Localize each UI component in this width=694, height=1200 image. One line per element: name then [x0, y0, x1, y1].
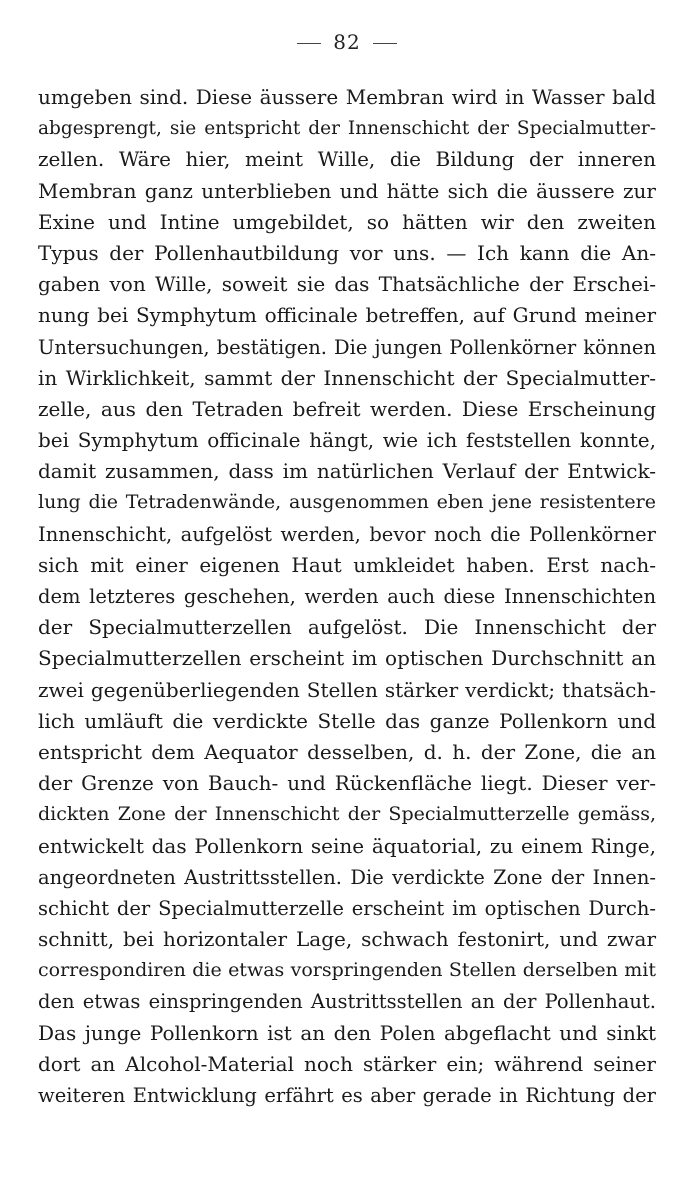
text-line: der Grenze von Bauch- und Rückenfläche liegt. Dieser ver-	[38, 771, 656, 796]
text-line: Specialmutterzellen erscheint im optischen Durchschnitt an	[38, 646, 656, 671]
text-line: correspondiren die etwas vorspringenden Stellen derselben mit	[38, 959, 656, 982]
text-line: bei Symphytum officinale hängt, wie ich feststellen konnte,	[38, 428, 656, 453]
text-line: Innenschicht, aufgelöst werden, bevor noch die Pollenkörner	[38, 522, 656, 546]
body-text	[38, 82, 656, 1111]
text-line: damit zusammen, dass im natürlichen Verlauf der Entwick-	[38, 459, 656, 484]
text-line: nung bei Symphytum officinale betreffen, auf Grund meiner	[38, 303, 656, 328]
text-line: angeordneten Austrittsstellen. Die verdickte Zone der Innen-	[38, 865, 656, 889]
text-line: dickten Zone der Innenschicht der Specialmutterzelle gemäss,	[38, 803, 656, 826]
header-dash-left	[297, 43, 321, 44]
text-line: entspricht dem Aequator desselben, d. h. der Zone, die an	[38, 739, 656, 764]
text-line: dem letzteres geschehen, werden auch diese Innenschichten	[38, 585, 656, 608]
text-line: Membran ganz unterblieben und hätte sich die äussere zur	[38, 178, 656, 203]
text-line: gaben von Wille, soweit sie das Thatsächliche der Erschei-	[38, 272, 656, 297]
text-line: lich umläuft die verdickte Stelle das ganze Pollenkorn und	[38, 708, 656, 733]
text-line: in Wirklichkeit, sammt der Innenschicht der Specialmutter-	[38, 365, 656, 390]
text-line: zellen. Wäre hier, meint Wille, die Bildung der inneren	[38, 147, 656, 172]
text-line: weiteren Entwicklung erfährt es aber gerade in Richtung der	[38, 1084, 656, 1107]
text-line: sich mit einer eigenen Haut umkleidet haben. Erst nach-	[38, 552, 656, 577]
text-line: lung die Tetradenwände, ausgenommen eben jene resistentere	[38, 491, 656, 514]
text-line: zelle, aus den Tetraden befreit werden. Diese Erscheinung	[38, 396, 656, 421]
text-line: den etwas einspringenden Austrittsstellen an der Pollenhaut.	[38, 990, 656, 1014]
header-dash-right	[373, 43, 397, 44]
text-line: dort an Alcohol-Material noch stärker ein; während seiner	[38, 1051, 656, 1076]
text-line: Exine und Intine umgebildet, so hätten wir den zweiten	[38, 209, 656, 234]
text-line: Typus der Pollenhautbildung vor uns. — Ich kann die An-	[38, 240, 656, 265]
page-number: 82	[333, 30, 361, 54]
text-line: umgeben sind. Diese äussere Membran wird in Wasser bald	[38, 85, 656, 109]
text-line: schnitt, bei horizontaler Lage, schwach festonirt, und zwar	[38, 927, 656, 952]
page-header	[0, 30, 694, 54]
text-line: Untersuchungen, bestätigen. Die jungen Pollenkörner können	[38, 335, 656, 359]
text-line: schicht der Specialmutterzelle erscheint im optischen Durch-	[38, 896, 656, 920]
text-line: Das junge Pollenkorn ist an den Polen abgeflacht und sinkt	[38, 1020, 656, 1045]
text-line: abgesprengt, sie entspricht der Innenschicht der Specialmutter-	[38, 118, 656, 140]
text-line: der Specialmutterzellen aufgelöst. Die Innenschicht der	[38, 615, 656, 640]
text-line: zwei gegenüberliegenden Stellen stärker verdickt; thatsäch-	[38, 677, 656, 702]
text-line: entwickelt das Pollenkorn seine äquatorial, zu einem Ringe,	[38, 833, 656, 858]
